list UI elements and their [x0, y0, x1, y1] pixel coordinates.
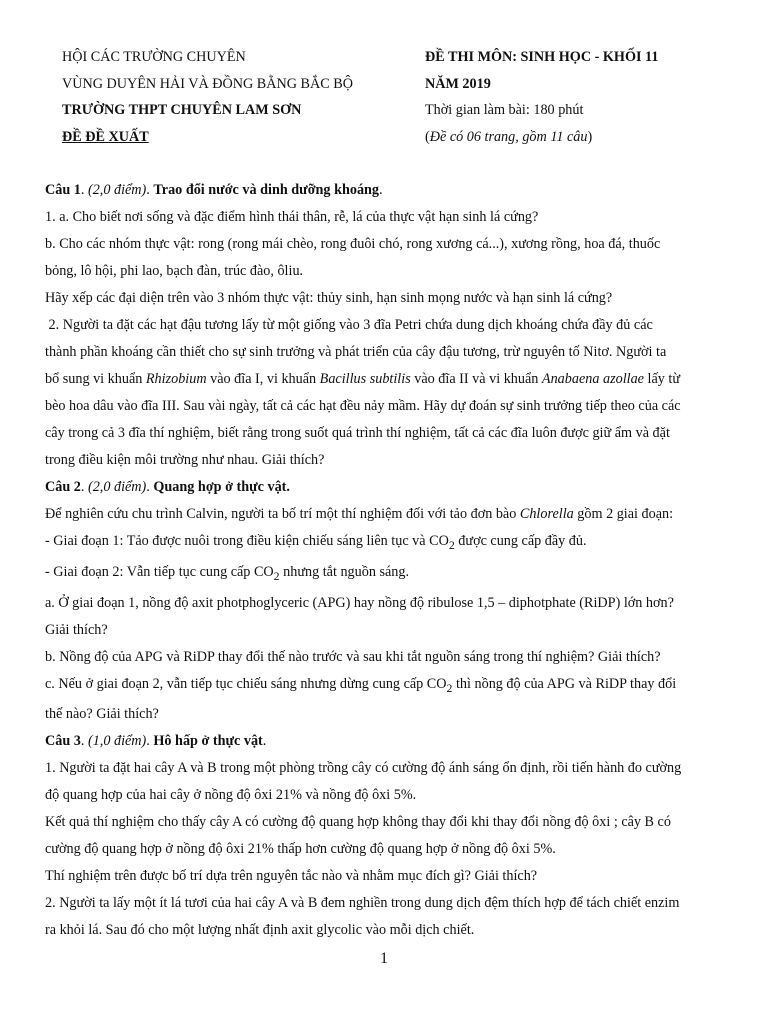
q2-line: b. Nồng độ của APG và RiDP thay đổi thế nào trước và sau khi tắt nguồn sáng trong thí nghiệm? Giải thích?: [45, 648, 661, 665]
q1-line: 2. Người ta đặt các hạt đậu tương lấy từ một giống vào 3 đĩa Petri chứa dung dịch khoáng chứa đầy đủ các: [45, 317, 653, 333]
q2-heading: Câu 2. (2,0 điểm). Quang hợp ở thực vật.: [45, 479, 290, 495]
region-name: VÙNG DUYÊN HẢI VÀ ĐỒNG BẰNG BẮC BỘ: [62, 75, 353, 92]
q2-line: - Giai đoạn 1: Tảo được nuôi trong điều kiện chiếu sáng liên tục và $CO_2$ được cung cấp đầy đủ.: [45, 533, 587, 552]
q1-line: trong điều kiện môi trường như nhau. Giải thích?: [45, 452, 325, 468]
q2-line: thế nào? Giải thích?: [45, 706, 159, 723]
q1-line: bỏng, lô hội, phi lao, bạch đàn, trúc đào, ôliu.: [45, 263, 304, 279]
q1-line: thành phần khoáng cần thiết cho sự sinh trưởng và phát triển của cây đậu tương, trừ nguyên tố Nitơ. Người ta: [45, 344, 667, 360]
exam-duration: Thời gian làm bài: 180 phút: [425, 102, 584, 118]
q3-line: cường độ quang hợp ở nồng độ ôxi 21% thấp hơn cường độ quang hợp ở nồng độ ôxi 5%.: [45, 841, 556, 858]
q2-line: Để nghiên cứu chu trình Calvin, người ta bố trí một thí nghiệm đối với tảo đơn bào Chlorella gồm 2 giai đoạn:: [45, 506, 674, 522]
q1-line: bổ sung vi khuẩn Rhizobium vào đĩa I, vi khuẩn Bacillus subtilis vào đĩa II và vi khuẩn Anabaena azollae lấy từ: [45, 371, 681, 387]
exam-subject: ĐỀ THI MÔN: SINH HỌC - KHỐI 11: [425, 49, 659, 65]
q1-heading: Câu 1. (2,0 điểm). Trao đổi nước và dinh dưỡng khoáng.: [45, 182, 383, 198]
exam-body: [45, 177, 725, 944]
q1-line: b. Cho các nhóm thực vật: rong (rong mái chèo, rong đuôi chó, rong xương cá...), xương rồng, hoa đá, thuốc: [45, 236, 661, 252]
q3-heading: Câu 3. (1,0 điểm). Hô hấp ở thực vật.: [45, 733, 267, 750]
q3-line: Thí nghiệm trên được bố trí dựa trên nguyên tắc nào và nhằm mục đích gì? Giải thích?: [45, 868, 538, 885]
q2-line: a. Ở giai đoạn 1, nồng độ axit photphoglyceric (APG) hay nồng độ ribulose 1,5 – diphotphate (RiDP) lớn hơn?: [45, 594, 674, 611]
header-left: [62, 44, 422, 150]
exam-year: NĂM 2019: [425, 75, 491, 92]
q3-line: 1. Người ta đặt hai cây A và B trong một phòng trồng cây có cường độ ánh sáng ổn định, rồi tiến hành đo cường: [45, 760, 682, 777]
q1-line: cây trong cả 3 đĩa thí nghiệm, biết rằng trong suốt quá trình thí nghiệm, tất cả các đĩa luôn được giữ ẩm và đặt: [45, 425, 670, 441]
exam-page-info: (Đề có 06 trang, gồm 11 câu): [425, 128, 593, 145]
q1-line: 1. a. Cho biết nơi sống và đặc điểm hình thái thân, rễ, lá của thực vật hạn sinh lá cứng?: [45, 209, 539, 225]
q3-line: độ quang hợp của hai cây ở nồng độ ôxi 21% và nồng độ ôxi 5%.: [45, 787, 417, 804]
association-name: HỘI CÁC TRƯỜNG CHUYÊN: [62, 49, 246, 65]
q2-line: c. Nếu ở giai đoạn 2, vẫn tiếp tục chiếu sáng nhưng dừng cung cấp $CO_2$ thì nồng độ của APG và RiDP thay đổi: [45, 675, 677, 695]
page-number: 1: [380, 950, 388, 967]
school-name: TRƯỜNG THPT CHUYÊN LAM SƠN: [62, 102, 302, 118]
q2-line: - Giai đoạn 2: Vẫn tiếp tục cung cấp $CO_2$ nhưng tắt nguồn sáng.: [45, 563, 410, 583]
q3-line: 2. Người ta lấy một ít lá tươi của hai cây A và B đem nghiền trong dung dịch đệm thích hợp để tách chiết enzim: [45, 895, 680, 912]
proposal-label: ĐỀ ĐỀ XUẤT: [62, 128, 149, 145]
q3-line: ra khỏi lá. Sau đó cho một lượng nhất định axit glycolic vào mỗi dịch chiết.: [45, 922, 475, 939]
q3-line: Kết quả thí nghiệm cho thấy cây A có cường độ quang hợp không thay đổi khi thay đổi nồng độ ôxi ; cây B có: [45, 814, 671, 831]
q1-line: bèo hoa dâu vào đĩa III. Sau vài ngày, tất cả các hạt đều nảy mầm. Hãy dự đoán sự sinh trưởng tiếp theo của các: [45, 398, 681, 414]
q1-line: Hãy xếp các đại diện trên vào 3 nhóm thực vật: thủy sinh, hạn sinh mọng nước và hạn sinh lá cứng?: [45, 290, 613, 306]
q2-line: Giải thích?: [45, 621, 108, 638]
header-right: [425, 44, 745, 150]
